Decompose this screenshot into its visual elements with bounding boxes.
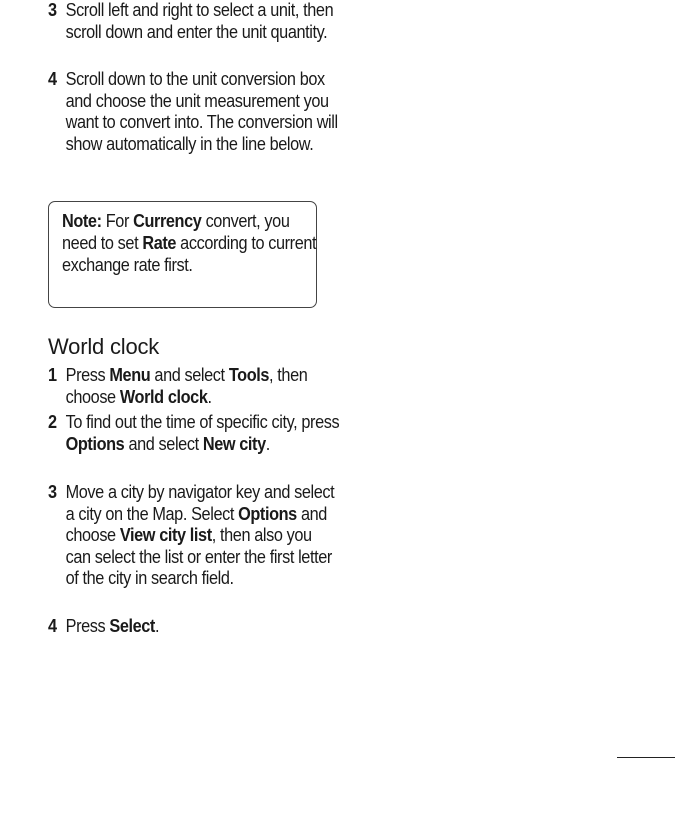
step-text: Scroll left and right to select a unit, then scroll down and enter the unit quantity. xyxy=(65,0,334,42)
note-box xyxy=(48,201,317,308)
section-title-world-clock: World clock xyxy=(48,334,160,359)
step-text: Move a city by navigator key and select a city on the Map. Select Options and choose View city list, then also you can select the list or enter the first letter of the city in search field. xyxy=(65,481,335,588)
world-clock-step-3 xyxy=(48,481,340,589)
step-number: 1 xyxy=(48,364,57,385)
step-text: Press Menu and select Tools, then choose World clock. xyxy=(65,364,308,407)
step-number: 3 xyxy=(48,0,57,20)
currency-keyword: Currency xyxy=(133,210,202,231)
world-clock-step-2 xyxy=(48,411,340,454)
tools-keyword: Tools xyxy=(228,364,270,385)
options-keyword: Options xyxy=(238,502,297,524)
step-number: 4 xyxy=(48,615,57,636)
step-number: 2 xyxy=(48,411,57,432)
step-number: 4 xyxy=(48,68,57,89)
menu-keyword: Menu xyxy=(109,364,151,385)
world-clock-keyword: World clock xyxy=(119,385,208,407)
world-clock-step-4 xyxy=(48,615,340,637)
step-text: To find out the time of specific city, press Options and select New city. xyxy=(65,411,340,454)
rate-keyword: Rate xyxy=(142,232,177,253)
world-clock-step-1 xyxy=(48,364,340,407)
converter-step-4 xyxy=(48,68,340,154)
note-text: Note: For Currency convert, you need to set Rate according to current exchange rate first. xyxy=(62,210,317,275)
new-city-keyword: New city xyxy=(202,432,266,454)
step-text: Press Select. xyxy=(65,615,160,636)
note-label: Note: xyxy=(62,210,102,231)
select-keyword: Select xyxy=(109,615,155,636)
step-number: 3 xyxy=(48,481,57,502)
options-keyword: Options xyxy=(65,432,125,454)
converter-step-3 xyxy=(48,0,340,42)
view-city-list-keyword: View city list xyxy=(119,524,212,545)
step-text: Scroll down to the unit conversion box and choose the unit measurement you want to convert into. The conversion will show automatically in the line below. xyxy=(65,68,338,154)
page-corner-rule xyxy=(617,757,675,758)
